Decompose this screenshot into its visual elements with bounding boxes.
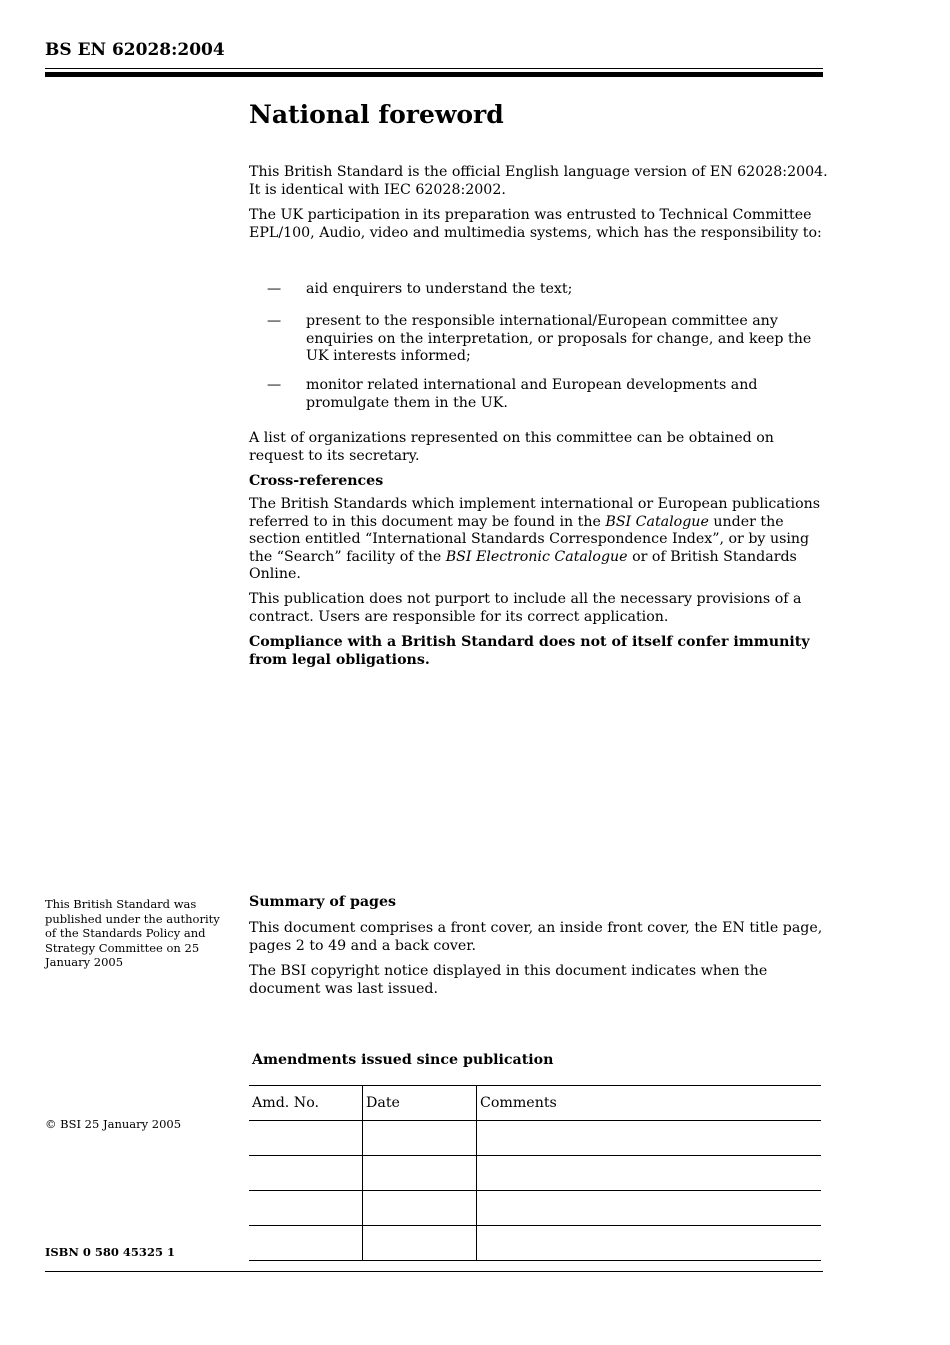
- column-header-date: Date: [363, 1086, 477, 1121]
- table-cell: [249, 1226, 363, 1261]
- table-cell: [249, 1156, 363, 1191]
- list-item-text: aid enquirers to understand the text;: [306, 281, 573, 297]
- list-dash: —: [267, 313, 282, 329]
- bsi-catalogue-title: BSI Catalogue: [605, 513, 709, 530]
- compliance-statement: [249, 634, 829, 669]
- xref-text-1: The British Standards which implement international or European publications referred to in this document may be found in the: [249, 496, 821, 530]
- footer-rule: [45, 1271, 823, 1272]
- table-row: [249, 1121, 821, 1156]
- xref-text-2: under the section entitled “International Standards Correspondence Index”, or by using the “Search” facility of the: [249, 513, 810, 565]
- table-cell: [363, 1191, 477, 1226]
- committee-paragraph: [249, 207, 829, 242]
- table-row: [249, 1156, 821, 1191]
- table-cell: [477, 1226, 822, 1261]
- committee-text: The UK participation in its preparation was entrusted to Technical Committee EPL/100, Audio, video and multimedia systems, which has the responsibility to:: [249, 207, 822, 241]
- header-rule-thin: [45, 68, 823, 69]
- table-cell: [363, 1226, 477, 1261]
- publication-authority-note: This British Standard was published under the authority of the Standards Policy and Strategy Committee on 25 January 2005: [45, 897, 220, 970]
- amendments-heading: Amendments issued since publication: [252, 1052, 554, 1068]
- contract-paragraph: [249, 591, 829, 626]
- table-cell: [363, 1121, 477, 1156]
- table-cell: [477, 1156, 822, 1191]
- compliance-text: Compliance with a British Standard does not of itself confer immunity from legal obligations.: [249, 634, 810, 668]
- column-header-amd-no: Amd. No.: [249, 1086, 363, 1121]
- copyright-notice-paragraph: [249, 963, 829, 998]
- summary-paragraph: [249, 920, 829, 955]
- page-title: National foreword: [249, 100, 504, 129]
- list-item-text: monitor related international and European developments and promulgate them in the UK.: [306, 377, 758, 411]
- table-row: [249, 1226, 821, 1261]
- table-cell: [249, 1191, 363, 1226]
- summary-text: This document comprises a front cover, an inside front cover, the EN title page, pages 2 to 49 and a back cover.: [249, 920, 823, 954]
- table-cell: [477, 1121, 822, 1156]
- table-cell: [363, 1156, 477, 1191]
- column-header-comments: Comments: [477, 1086, 822, 1121]
- contract-text: This publication does not purport to include all the necessary provisions of a contract. Users are responsible for its correct application.: [249, 591, 802, 625]
- list-dash: —: [267, 281, 282, 297]
- copyright-notice-text: The BSI copyright notice displayed in this document indicates when the document was last issued.: [249, 963, 768, 997]
- list-item-text: present to the responsible international/European committee any enquiries on the interpretation, or proposals for change, and keep the UK interests informed;: [306, 313, 812, 364]
- table-cell: [477, 1191, 822, 1226]
- intro-text: This British Standard is the official English language version of EN 62028:2004. It is identical with IEC 62028:2002.: [249, 164, 828, 198]
- table-header-row: [249, 1086, 821, 1121]
- cross-references-heading: Cross-references: [249, 473, 384, 489]
- list-dash: —: [267, 377, 282, 393]
- organizations-paragraph: [249, 430, 829, 465]
- summary-heading: Summary of pages: [249, 894, 396, 910]
- table-row: [249, 1191, 821, 1226]
- isbn: ISBN 0 580 45325 1: [45, 1245, 175, 1259]
- cross-references-paragraph: [249, 496, 829, 584]
- copyright-notice: © BSI 25 January 2005: [45, 1117, 182, 1131]
- intro-paragraph: [249, 164, 829, 199]
- document-id: BS EN 62028:2004: [45, 40, 225, 60]
- xref-text-3: or of British Standards Online.: [249, 548, 797, 582]
- organizations-text: A list of organizations represented on this committee can be obtained on request to its secretary.: [249, 430, 774, 464]
- amendments-table: [249, 1085, 821, 1261]
- bsi-electronic-catalogue-title: BSI Electronic Catalogue: [445, 548, 628, 565]
- header-rule-thick: [45, 72, 823, 77]
- table-cell: [249, 1121, 363, 1156]
